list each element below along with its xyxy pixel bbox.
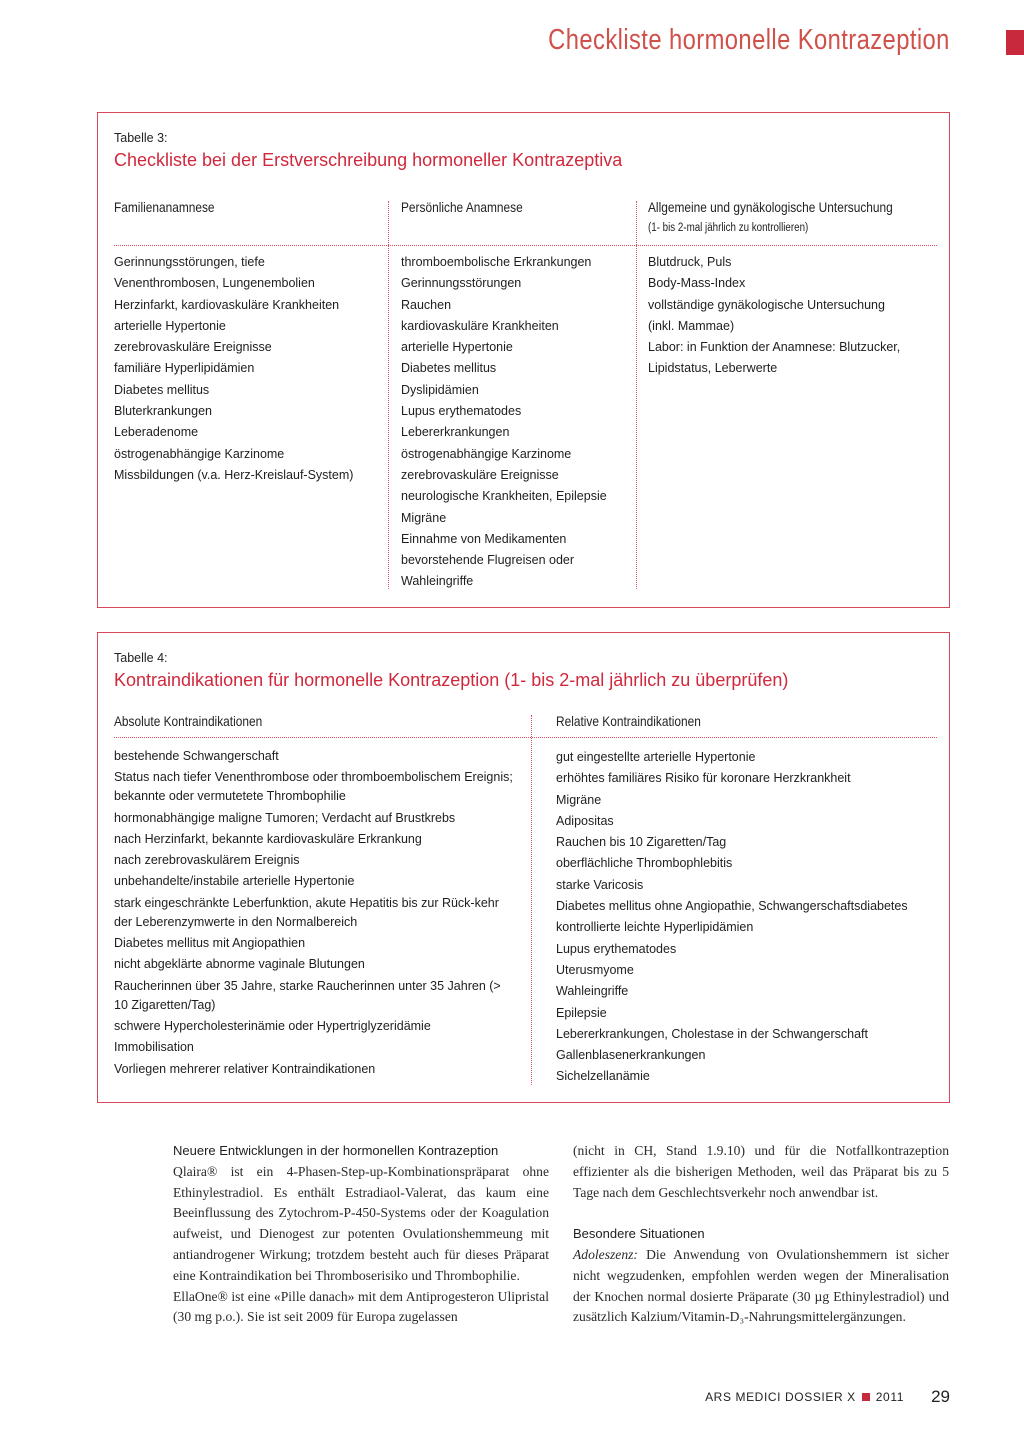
list-item: Immobilisation bbox=[114, 1040, 194, 1055]
list-item: Migräne bbox=[556, 792, 602, 807]
list-item: nicht abgeklärte abnorme vaginale Blutungen bbox=[114, 957, 365, 972]
list-item: arterielle Hypertonie bbox=[401, 340, 513, 355]
list-item: Bluterkrankungen bbox=[114, 404, 212, 419]
list-item: bevorstehende Flugreisen oder bbox=[401, 553, 575, 568]
list-item: arterielle Hypertonie bbox=[114, 318, 226, 333]
list-item: vollständige gynäkologische Untersuchung bbox=[648, 297, 885, 312]
list-item: Adipositas bbox=[556, 813, 614, 828]
list-item: Gerinnungsstörungen bbox=[401, 276, 522, 291]
list-item: Lebererkrankungen bbox=[401, 425, 510, 440]
body-column-right bbox=[573, 1141, 949, 1328]
list-item: zerebrovaskuläre Ereignisse bbox=[401, 467, 559, 482]
table-4-title: Kontraindikationen für hormonelle Kontrazeption (1- bis 2-mal jährlich zu überprüfen) bbox=[114, 670, 789, 690]
list-item: Venenthrombosen, Lungenembolien bbox=[114, 276, 315, 291]
list-item: Gerinnungsstörungen, tiefe bbox=[114, 255, 265, 269]
list-item: Herzinfarkt, kardiovaskuläre Krankheiten bbox=[114, 297, 340, 312]
list-item: Gallenblasenerkrankungen bbox=[556, 1048, 706, 1063]
paragraph-ellaone-continued: (nicht in CH, Stand 1.9.10) und für die Notfallkontrazeption effizienter als die bisherigen Methoden, weil das Präparat bis zu 5 Tage nach dem Geschlechtsverkehr noch anwendbar ist. bbox=[573, 1143, 949, 1200]
table-4 bbox=[97, 632, 950, 1103]
column-header-untersuchung: Allgemeine und gynäkologische Untersuchung bbox=[648, 199, 893, 215]
column-divider bbox=[636, 201, 637, 589]
publication-year: 2011 bbox=[875, 1390, 904, 1404]
header-accent-block bbox=[1006, 30, 1024, 55]
list-item: Body-Mass-Index bbox=[648, 276, 746, 291]
relative-contraindications-list bbox=[556, 747, 908, 1088]
column-header-familienanamnese: Familienanamnese bbox=[114, 199, 215, 215]
paragraph-ellaone: EllaOne® ist eine «Pille danach» mit dem Antiprogesteron Ulipristal (30 mg p.o.). Sie ist seit 2009 für Europa zugelassen bbox=[173, 1288, 549, 1325]
column-subheader-untersuchung: (1- bis 2-mal jährlich zu kontrollieren) bbox=[648, 222, 809, 234]
list-item: Status nach tiefer Venenthrombose oder thromboembolischem Ereignis; bekannte oder vermutetete Thrombophilie bbox=[114, 770, 513, 804]
footer bbox=[705, 1390, 904, 1404]
page-header bbox=[0, 22, 1024, 62]
list-item: Migräne bbox=[401, 510, 447, 525]
list-item: nach Herzinfarkt, bekannte kardiovaskuläre Erkrankung bbox=[114, 831, 422, 846]
table-4-label: Tabelle 4: bbox=[114, 651, 168, 665]
list-item: bestehende Schwangerschaft bbox=[114, 749, 279, 763]
list-item: kontrollierte leichte Hyperlipidämien bbox=[556, 920, 754, 935]
table-3-title: Checkliste bei der Erstverschreibung hormoneller Kontrazeptiva bbox=[114, 150, 623, 170]
header-divider bbox=[114, 737, 937, 738]
list-item: Diabetes mellitus bbox=[114, 382, 210, 397]
list-item: Lipidstatus, Leberwerte bbox=[648, 361, 778, 376]
absolute-contraindications-list bbox=[114, 747, 514, 1081]
paragraph-qlaira: Qlaira® ist ein 4-Phasen-Step-up-Kombinationspräparat ohne Ethinylestradiol. Es enthält Estradiaol-Valerat, das kaum eine Beeinflussung des Zytochrom-P-450-Systems oder der Koagulation aufweist, und Dienogest zur potenten Ovulationshemmeung mit antiandrogener Wirkung; trotzdem besteht auch für dieses Präparat eine Kontraindikation bei Thromboserisiko und Thrombophilie. bbox=[173, 1163, 549, 1283]
list-item: Epilepsie bbox=[556, 1005, 607, 1020]
list-item: gut eingestellte arterielle Hypertonie bbox=[556, 750, 756, 764]
list-item: Lebererkrankungen, Cholestase in der Schwangerschaft bbox=[556, 1026, 868, 1041]
list-item: familiäre Hyperlipidämien bbox=[114, 361, 255, 376]
list-item: oberflächliche Thrombophlebitis bbox=[556, 856, 733, 871]
list-item: Diabetes mellitus ohne Angiopathie, Schwangerschaftsdiabetes bbox=[556, 899, 908, 914]
list-item: Rauchen bbox=[401, 297, 452, 312]
list-item: östrogenabhängige Karzinome bbox=[401, 446, 572, 461]
column-divider bbox=[531, 715, 532, 1085]
list-item: nach zerebrovaskulärem Ereignis bbox=[114, 853, 300, 868]
list-item: Leberadenome bbox=[114, 425, 199, 440]
page-number: 29 bbox=[931, 1387, 950, 1406]
list-item: Sichelzellanämie bbox=[556, 1069, 650, 1084]
list-item: Rauchen bis 10 Zigaretten/Tag bbox=[556, 835, 727, 850]
list-item: neurologische Krankheiten, Epilepsie bbox=[401, 489, 607, 504]
publication-name: ARS MEDICI DOSSIER X bbox=[705, 1390, 856, 1404]
list-item: starke Varicosis bbox=[556, 877, 644, 892]
list-item: Wahleingriffe bbox=[556, 984, 629, 999]
list-item: zerebrovaskuläre Ereignisse bbox=[114, 340, 272, 355]
list-item: thromboembolische Erkrankungen bbox=[401, 255, 592, 269]
paragraph-adoleszenz bbox=[573, 1245, 949, 1328]
list-item: östrogenabhängige Karzinome bbox=[114, 446, 285, 461]
list-item: Diabetes mellitus bbox=[401, 361, 497, 376]
list-item: schwere Hypercholesterinämie oder Hypertriglyzeridämie bbox=[114, 1018, 431, 1033]
familienanamnese-list bbox=[114, 252, 353, 486]
list-item: Labor: in Funktion der Anamnese: Blutzucker, bbox=[648, 340, 901, 355]
list-item: Wahleingriffe bbox=[401, 574, 474, 589]
page-title: Checkliste hormonelle Kontrazeption bbox=[548, 24, 950, 56]
list-item: Raucherinnen über 35 Jahre, starke Raucherinnen unter 35 Jahren (> 10 Zigaretten/Tag) bbox=[114, 978, 501, 1012]
list-item: Blutdruck, Puls bbox=[648, 255, 732, 269]
body-column-left bbox=[173, 1141, 549, 1328]
table-3-label: Tabelle 3: bbox=[114, 131, 168, 145]
adoleszenz-lead: Adoleszenz: bbox=[573, 1246, 638, 1262]
table-3 bbox=[97, 112, 950, 608]
list-item: unbehandelte/instabile arterielle Hypertonie bbox=[114, 874, 355, 889]
list-item: erhöhtes familiäres Risiko für koronare Herzkrankheit bbox=[556, 771, 851, 786]
list-item: Vorliegen mehrerer relativer Kontraindikationen bbox=[114, 1061, 376, 1076]
list-item: (inkl. Mammae) bbox=[648, 318, 735, 333]
section-heading-neuere-entwicklungen: Neuere Entwicklungen in der hormonellen Kontrazeption bbox=[173, 1143, 499, 1158]
list-item: Diabetes mellitus mit Angiopathien bbox=[114, 936, 306, 951]
adoleszenz-text: Die Anwendung von Ovulationshemmern ist sicher nicht wegzudenken, empfohlen werden wegen der Mineralisation der Knochen normal dosierte Präparate (30 µg Ethinylestradiol) und zusätzlich Kalzium/Vitamin-D₃-Nahrungsmittelergänzungen. bbox=[573, 1246, 949, 1325]
list-item: Uterusmyome bbox=[556, 962, 634, 977]
section-heading-besondere-situationen: Besondere Situationen bbox=[573, 1226, 705, 1242]
list-item: Missbildungen (v.a. Herz-Kreislauf-System) bbox=[114, 467, 354, 482]
untersuchung-list bbox=[648, 252, 900, 380]
list-item: Lupus erythematodes bbox=[401, 404, 522, 419]
list-item: kardiovaskuläre Krankheiten bbox=[401, 318, 559, 333]
persoenliche-anamnese-list bbox=[401, 252, 607, 593]
footer-square-icon bbox=[862, 1393, 870, 1401]
list-item: Einnahme von Medikamenten bbox=[401, 531, 567, 546]
list-item: Dyslipidämien bbox=[401, 382, 479, 397]
header-divider bbox=[114, 245, 937, 246]
column-header-relative: Relative Kontraindikationen bbox=[556, 713, 701, 729]
list-item: Lupus erythematodes bbox=[556, 941, 677, 956]
column-divider bbox=[388, 201, 389, 589]
list-item: hormonabhängige maligne Tumoren; Verdacht auf Brustkrebs bbox=[114, 810, 456, 825]
column-header-persoenliche-anamnese: Persönliche Anamnese bbox=[401, 199, 523, 215]
list-item: stark eingeschränkte Leberfunktion, akute Hepatitis bis zur Rück-kehr der Leberenzymwerte in den Normalbereich bbox=[114, 895, 499, 929]
column-header-absolute: Absolute Kontraindikationen bbox=[114, 713, 263, 729]
